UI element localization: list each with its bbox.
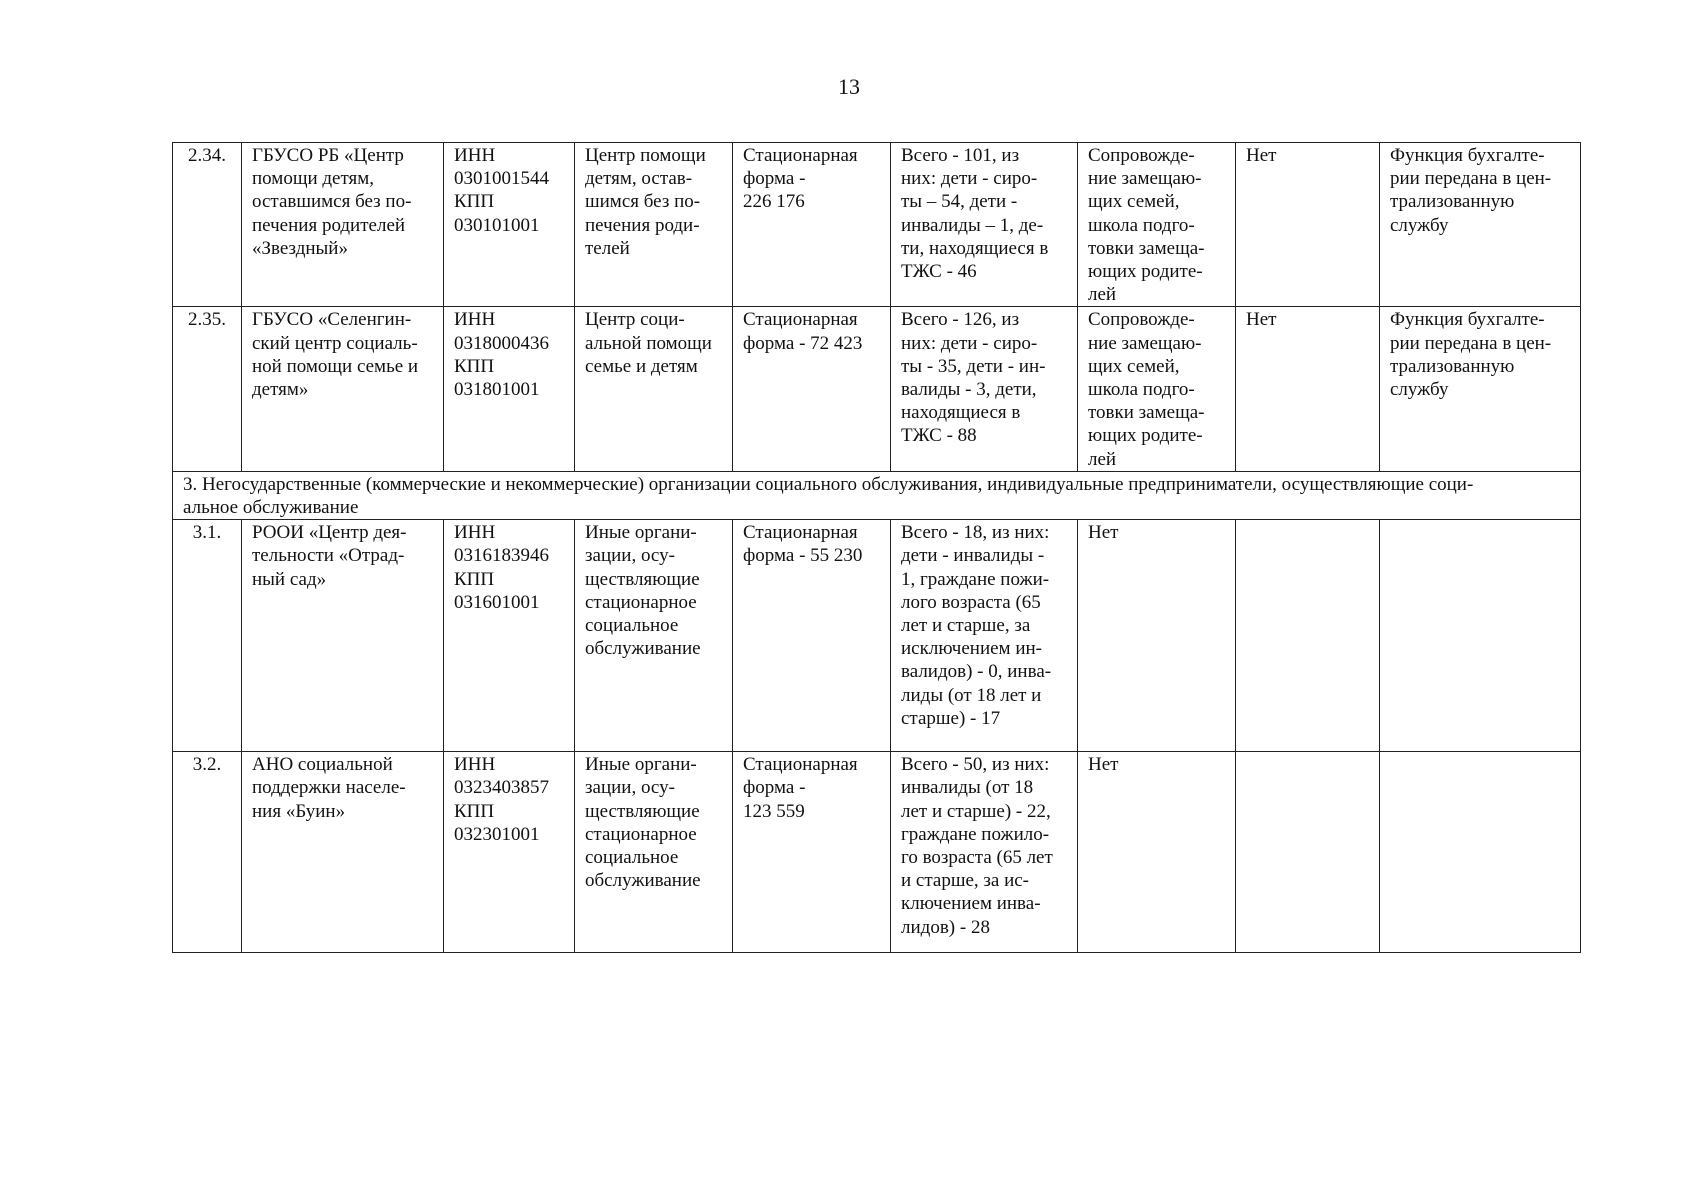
section-header-row	[173, 471, 1581, 519]
table-row	[173, 520, 1581, 752]
service-form-cell: Стационарная форма - 72 423	[733, 307, 891, 471]
inn-kpp-cell: ИНН 0318000436 КПП 031801001	[444, 307, 575, 471]
inn-kpp-cell: ИНН 0301001544 КПП 030101001	[444, 143, 575, 307]
column-8-cell: Нет	[1236, 143, 1380, 307]
organization-name-cell: АНО социальной поддержки населе- ния «Буин»	[242, 752, 444, 953]
row-number-cell: 2.34.	[173, 143, 242, 307]
additional-services-cell: Сопровожде- ние замещаю- щих семей, школа подго- товки замеща- ющих родите- лей	[1078, 143, 1236, 307]
additional-services-cell: Нет	[1078, 520, 1236, 752]
table-row	[173, 143, 1581, 307]
clients-cell: Всего - 126, из них: дети - сиро- ты - 35, дети - ин- валиды - 3, дети, находящиеся в ТЖС - 88	[891, 307, 1078, 471]
table-row	[173, 752, 1581, 953]
organization-type-cell: Центр соци- альной помощи семье и детям	[575, 307, 733, 471]
inn-kpp-cell: ИНН 0316183946 КПП 031601001	[444, 520, 575, 752]
clients-cell: Всего - 101, из них: дети - сиро- ты – 54, дети - инвалиды – 1, де- ти, находящиеся в ТЖС - 46	[891, 143, 1078, 307]
notes-cell	[1380, 520, 1581, 752]
registry-table	[172, 142, 1581, 953]
organization-type-cell: Центр помощи детям, остав- шимся без по- печения роди- телей	[575, 143, 733, 307]
notes-cell: Функция бухгалте- рии передана в цен- трализованную службу	[1380, 307, 1581, 471]
section-heading: 3. Негосударственные (коммерческие и некоммерческие) организации социального обслуживания, индивидуальные предприниматели, осуществляющие соци- альное обслуживание	[173, 471, 1581, 519]
row-number-cell: 3.1.	[173, 520, 242, 752]
service-form-cell: Стационарная форма - 55 230	[733, 520, 891, 752]
notes-cell	[1380, 752, 1581, 953]
notes-cell: Функция бухгалте- рии передана в цен- трализованную службу	[1380, 143, 1581, 307]
additional-services-cell: Сопровожде- ние замещаю- щих семей, школа подго- товки замеща- ющих родите- лей	[1078, 307, 1236, 471]
table-row	[173, 307, 1581, 471]
column-8-cell	[1236, 520, 1380, 752]
organization-type-cell: Иные органи- зации, осу- ществляющие стационарное социальное обслуживание	[575, 752, 733, 953]
service-form-cell: Стационарная форма - 123 559	[733, 752, 891, 953]
inn-kpp-cell: ИНН 0323403857 КПП 032301001	[444, 752, 575, 953]
organization-name-cell: ГБУСО РБ «Центр помощи детям, оставшимся без по- печения родителей «Звездный»	[242, 143, 444, 307]
organization-type-cell: Иные органи- зации, осу- ществляющие стационарное социальное обслуживание	[575, 520, 733, 752]
row-number-cell: 2.35.	[173, 307, 242, 471]
clients-cell: Всего - 18, из них: дети - инвалиды - 1, граждане пожи- лого возраста (65 лет и старше, за исключением ин- валидов) - 0, инва- лиды (от 18 лет и старше) - 17	[891, 520, 1078, 752]
clients-cell: Всего - 50, из них: инвалиды (от 18 лет и старше) - 22, граждане пожило- го возраста (65 лет и старше, за ис- ключением инва- лидов) - 28	[891, 752, 1078, 953]
service-form-cell: Стационарная форма - 226 176	[733, 143, 891, 307]
additional-services-cell: Нет	[1078, 752, 1236, 953]
organization-name-cell: ГБУСО «Селенгин- ский центр социаль- ной помощи семье и детям»	[242, 307, 444, 471]
row-number-cell: 3.2.	[173, 752, 242, 953]
column-8-cell	[1236, 752, 1380, 953]
column-8-cell: Нет	[1236, 307, 1380, 471]
page-number: 13	[838, 74, 860, 99]
organization-name-cell: РООИ «Центр дея- тельности «Отрад- ный сад»	[242, 520, 444, 752]
